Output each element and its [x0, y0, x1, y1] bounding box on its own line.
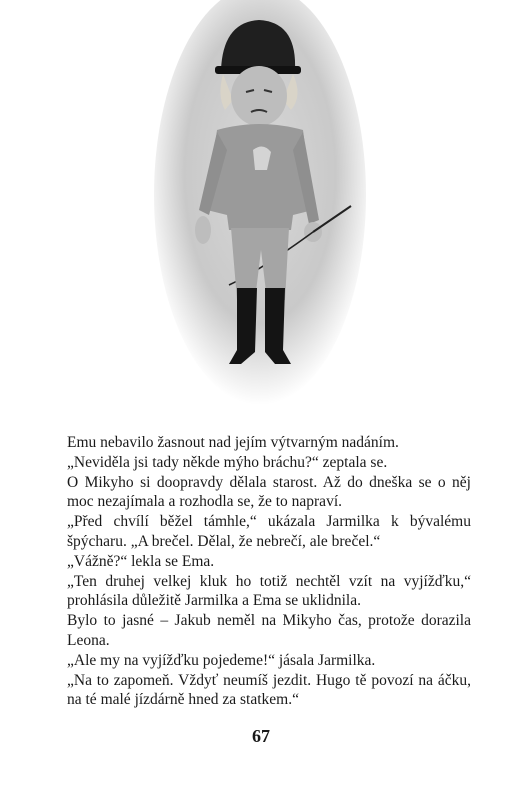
- paragraph: „Neviděla jsi tady někde mýho bráchu?“ zeptala se.: [67, 453, 388, 471]
- paragraph: „Ten druhej velkej kluk ho totiž nechtěl vzít na vyjížďku,“ prohlásila důležitě Jarmilka a Ema se uklidnila.: [67, 572, 471, 610]
- paragraph: „Před chvílí běžel támhle,“ ukázala Jarmilka k bývalému špýcharu. „A brečel. Dělal, že nebrečí, ale brečel.“: [67, 513, 471, 550]
- page-number: 67: [252, 726, 270, 746]
- paragraph: O Mikyho si doopravdy dělala starost. Až do dneška se o něj moc nezajímala a rozhodla se, že to napraví.: [67, 473, 471, 511]
- paragraph: Bylo to jasné – Jakub neměl na Mikyho čas, protože dorazila Leona.: [67, 612, 471, 649]
- story-text: [67, 433, 471, 710]
- illustration-child-rider: [151, 0, 369, 410]
- paragraph: „Ale my na vyjížďku pojedeme!“ jásala Jarmilka.: [67, 651, 376, 669]
- paragraph: Emu nebavilo žasnout nad jejím výtvarným nadáním.: [67, 434, 399, 451]
- paragraph: „Vážně?“ lekla se Ema.: [67, 552, 215, 570]
- paragraph: „Na to zapomeň. Vždyť neumíš jezdit. Hugo tě povozí na áčku, na té malé jízdárně hned za statkem.“: [67, 671, 471, 709]
